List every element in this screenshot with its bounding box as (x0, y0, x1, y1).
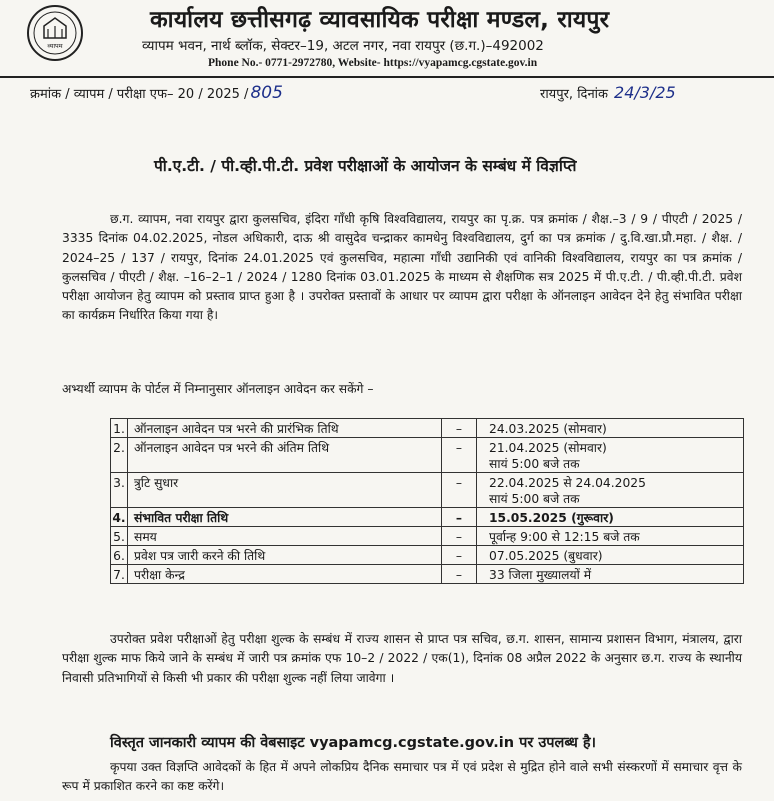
row-value-line1: 15.05.2025 (गुरूवार) (489, 511, 614, 525)
notice-subject: पी.ए.टी. / पी.व्ही.पी.टी. प्रवेश परीक्षाओं के आयोजन के सम्बंध में विज्ञप्ति (154, 157, 577, 175)
logo-text: व्यापम (47, 42, 63, 50)
table-row (111, 546, 744, 565)
table-row (111, 419, 744, 438)
org-title: कार्यालय छत्तीसगढ़ व्यावसायिक परीक्षा मण्डल, रायपुर (150, 7, 610, 33)
row-dash: – (442, 565, 477, 584)
vyapam-logo (26, 4, 84, 62)
row-item-text: ऑनलाइन आवेदन पत्र भरने की अंतिम तिथि (134, 441, 330, 455)
row-number: 2. (111, 438, 128, 473)
handwritten-date: 24/3/25 (614, 83, 676, 102)
row-value (477, 508, 744, 527)
row-item: त्रुटि सुधार (128, 473, 442, 508)
table-row (111, 508, 744, 527)
row-item: परीक्षा केन्द्र (128, 565, 442, 584)
row-value-line2: सायं 5:00 बजे तक (489, 457, 580, 471)
schedule-table (110, 418, 744, 584)
row-dash: – (442, 527, 477, 546)
table-row (111, 527, 744, 546)
row-value-line1: पूर्वान्ह 9:00 से 12:15 बजे तक (489, 530, 640, 544)
org-contact: Phone No.- 0771-2972780, Website- https://vyapamcg.cgstate.gov.in (208, 57, 538, 69)
row-value (477, 419, 744, 438)
paragraph-3: कृपया उक्त विज्ञप्ति आवेदकों के हित में अपने लोकप्रिय दैनिक समाचार पत्र में एवं प्रदेश से मुद्रित होने वाले सभी संस्करणों में समाचार वृत्त के रूप में प्रकाशित करने का कष्ट करेंगे। (62, 760, 742, 794)
row-value (477, 473, 744, 508)
row-item: समय (128, 527, 442, 546)
row-value (477, 438, 744, 473)
paragraph-1: छ.ग. व्यापम, नवा रायपुर द्वारा कुलसचिव, इंदिरा गाँधी कृषि विश्वविद्यालय, रायपुर का पृ.क्र. पत्र क्रमांक / शैक्ष.–3 / 9 / पीएटी / 2025 / 3335 दिनांक 04.02.2025, नोडल अधिकारी, दाऊ श्री वासुदेव चन्द्राकर कामधेनु विश्वविद्यालय, दुर्ग का पत्र क्रमांक / दु.वि.खा.प्रौ.महा. / शैक्ष. / 2024–25 / 137 / रायपुर, दिनांक 24.01.2025 एवं कुलसचिव, महात्मा गाँधी उद्यानिकी एवं वानिकी विश्वविद्यालय, रायपुर का पत्र क्रमांक / कुलसचिव / पीएटी / शैक्ष. –16–2–1 / 2024 / 1280 दिनांक 03.01.2025 के माध्यम से शैक्षणिक सत्र 2025 में पी.ए.टी. / पी.व्ही.पी.टी. प्रवेश परीक्षा आयोजन हेतु व्यापम को प्रस्ताव प्राप्त हुआ है । उपरोक्त प्रस्तावों के आधार पर व्यापम द्वारा परीक्षा के ऑनलाइन आवेदन देने हेतु संभावित परीक्षा का कार्यक्रम निर्धारित किया गया है। (62, 212, 742, 323)
table-row (111, 565, 744, 584)
row-dash: – (442, 508, 477, 527)
row-item: ऑनलाइन आवेदन पत्र भरने की प्रारंभिक तिथि (128, 419, 442, 438)
row-value (477, 565, 744, 584)
header-divider (0, 76, 774, 78)
row-number: 1. (111, 419, 128, 438)
website-line: विस्तृत जानकारी व्यापम की वेबसाइट vyapamcg.cgstate.gov.in पर उपलब्ध है। (110, 735, 597, 751)
row-item (128, 438, 442, 473)
row-value-line1: 21.04.2025 (सोमवार) (489, 441, 607, 455)
place-date (540, 83, 676, 102)
row-item: संभावित परीक्षा तिथि (128, 508, 442, 527)
table-row (111, 438, 744, 473)
row-value-line2: सायं 5:00 बजे तक (489, 492, 580, 506)
row-value-line1: 22.04.2025 से 24.04.2025 (489, 476, 646, 490)
row-number: 7. (111, 565, 128, 584)
row-dash: – (442, 438, 477, 473)
row-value-line1: 24.03.2025 (सोमवार) (489, 422, 607, 436)
table-row (111, 473, 744, 508)
row-number: 3. (111, 473, 128, 508)
row-dash: – (442, 546, 477, 565)
row-number: 6. (111, 546, 128, 565)
row-value-line1: 07.05.2025 (बुधवार) (489, 549, 603, 563)
row-value-line1: 33 जिला मुख्यालयों में (489, 568, 592, 582)
row-number: 5. (111, 527, 128, 546)
reference-number (30, 83, 283, 103)
row-number: 4. (111, 508, 128, 527)
reference-number-text: क्रमांक / व्यापम / परीक्षा एफ– 20 / 2025 / (30, 87, 249, 102)
place-date-text: रायपुर, दिनांक (540, 87, 609, 102)
row-dash: – (442, 473, 477, 508)
row-dash: – (442, 419, 477, 438)
row-item: प्रवेश पत्र जारी करने की तिथि (128, 546, 442, 565)
org-address: व्यापम भवन, नार्थ ब्लॉक, सेक्टर–19, अटल नगर, नवा रायपुर (छ.ग.)–492002 (142, 38, 544, 54)
paragraph-2: उपरोक्त प्रवेश परीक्षाओं हेतु परीक्षा शुल्क के सम्बंध में राज्य शासन से प्राप्त पत्र सचिव, छ.ग. शासन, सामान्य प्रशासन विभाग, मंत्रालय, द्वारा परीक्षा शुल्क माफ किये जाने के सम्बंध में जारी पत्र क्रमांक एफ 10–2 / 2022 / एक(1), दिनांक 08 अप्रैल 2022 के अनुसार छ.ग. राज्य के स्थानीय निवासी प्रतिभागियों से किसी भी प्रकार की परीक्षा शुल्क नहीं लिया जावेगा । (62, 632, 742, 685)
row-value (477, 546, 744, 565)
row-value (477, 527, 744, 546)
applicants-line: अभ्यर्थी व्यापम के पोर्टल में निम्नानुसार ऑनलाइन आवेदन कर सकेंगे – (62, 382, 374, 396)
handwritten-number: 805 (250, 83, 283, 103)
